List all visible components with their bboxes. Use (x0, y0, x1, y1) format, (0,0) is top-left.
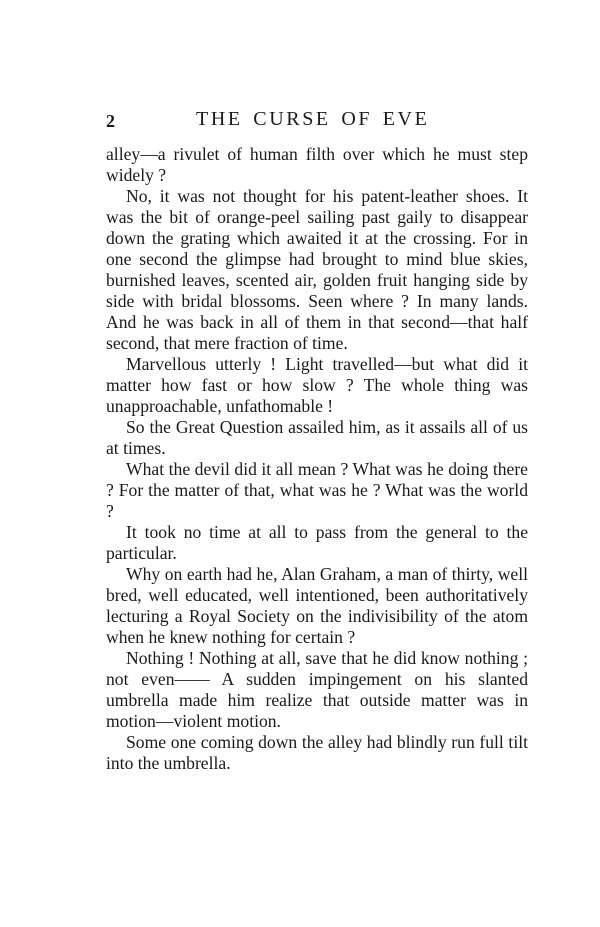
paragraph-1: alley—a rivulet of human filth over which he must step widely ? (106, 144, 528, 185)
paragraph-7: Why on earth had he, Alan Graham, a man of thirty, well bred, well educated, well intentioned, been authoritatively lecturing a Royal Society on the indivisibility of the atom when he knew nothing for certain ? (106, 564, 528, 647)
text-body (106, 144, 528, 774)
running-head (106, 108, 528, 138)
page-number: 2 (106, 111, 115, 131)
paragraph-3: Marvellous utterly ! Light travelled—but what did it matter how fast or how slow ? The whole thing was unapproachable, unfathomable ! (106, 354, 528, 416)
paragraph-9: Some one coming down the alley had blindly run full tilt into the umbrella. (106, 732, 528, 773)
running-title: THE CURSE OF EVE (196, 108, 430, 130)
book-page (106, 108, 528, 774)
paragraph-2: No, it was not thought for his patent-leather shoes. It was the bit of orange-peel sailing past gaily to disappear down the grating which awaited it at the crossing. For in one second the glimpse had brought to mind blue skies, burnished leaves, scented air, golden fruit hanging side by side with bridal blossoms. Seen where ? In many lands. And he was back in all of them in that second—that half second, that mere fraction of time. (106, 186, 528, 353)
paragraph-8: Nothing ! Nothing at all, save that he did know nothing ; not even—— A sudden impingement on his slanted umbrella made him realize that outside matter was in motion—violent motion. (106, 648, 528, 731)
paragraph-6: It took no time at all to pass from the general to the particular. (106, 522, 528, 563)
paragraph-5: What the devil did it all mean ? What was he doing there ? For the matter of that, what was he ? What was the world ? (106, 459, 528, 521)
paragraph-4: So the Great Question assailed him, as it assails all of us at times. (106, 417, 528, 458)
